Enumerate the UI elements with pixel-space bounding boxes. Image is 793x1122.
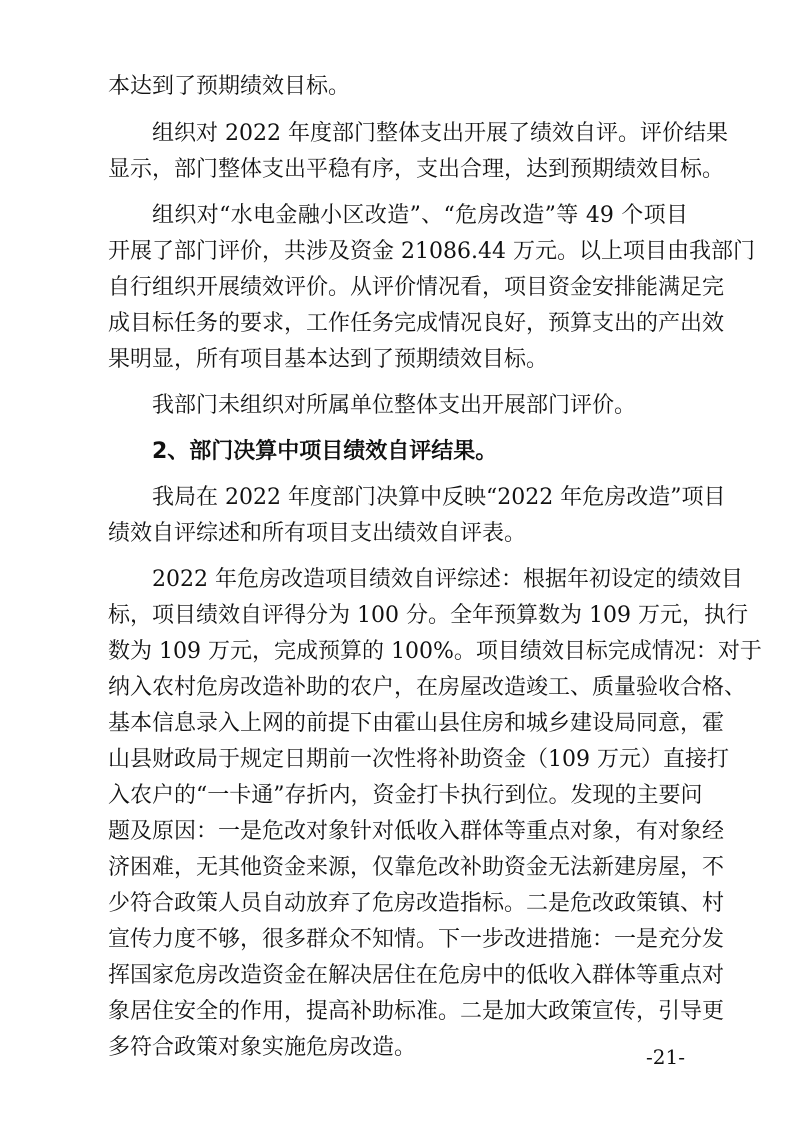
paragraph-line: 济困难，无其他资金来源，仅靠危改补助资金无法新建房屋，不 bbox=[108, 855, 725, 880]
paragraph-line: 山县财政局于规定日期前一次性将补助资金（109 万元）直接打 bbox=[108, 747, 729, 772]
paragraph-line: 显示，部门整体支出平稳有序，支出合理，达到预期绩效目标。 bbox=[108, 157, 725, 182]
paragraph-line: 2022 年危房改造项目绩效自评综述：根据年初设定的绩效目 bbox=[152, 567, 743, 592]
paragraph-line: 象居住安全的作用，提高补助标准。二是加大政策宣传，引导更 bbox=[108, 999, 725, 1024]
paragraph-line: 纳入农村危房改造补助的农户，在房屋改造竣工、质量验收合格、 bbox=[108, 675, 747, 700]
paragraph-line: 多符合政策对象实施危房改造。 bbox=[108, 1035, 417, 1060]
paragraph-line: 成目标任务的要求，工作任务完成情况良好，预算支出的产出效 bbox=[108, 311, 725, 336]
paragraph-line: 开展了部门评价，共涉及资金 21086.44 万元。以上项目由我部门 bbox=[108, 239, 755, 264]
paragraph-line: 标，项目绩效自评得分为 100 分。全年预算数为 109 万元，执行 bbox=[108, 603, 748, 628]
paragraph-line: 宣传力度不够，很多群众不知情。下一步改进措施：一是充分发 bbox=[108, 927, 725, 952]
paragraph-line: 挥国家危房改造资金在解决居住在危房中的低收入群体等重点对 bbox=[108, 963, 725, 988]
paragraph-line: 组织对 2022 年度部门整体支出开展了绩效自评。评价结果 bbox=[152, 121, 728, 146]
paragraph-line: 数为 109 万元，完成预算的 100%。项目绩效目标完成情况：对于 bbox=[108, 639, 762, 664]
paragraph-line: 本达到了预期绩效目标。 bbox=[108, 74, 351, 99]
paragraph-line: 组织对“水电金融小区改造”、“危房改造”等 49 个项目 bbox=[152, 203, 688, 228]
paragraph-line: 绩效自评综述和所有项目支出绩效自评表。 bbox=[108, 521, 527, 546]
paragraph-line: 基本信息录入上网的前提下由霍山县住房和城乡建设局同意，霍 bbox=[108, 711, 725, 736]
paragraph-line: 自行组织开展绩效评价。从评价情况看，项目资金安排能满足完 bbox=[108, 275, 725, 300]
paragraph-line: 我部门未组织对所属单位整体支出开展部门评价。 bbox=[152, 393, 637, 418]
paragraph-line: 题及原因：一是危改对象针对低收入群体等重点对象，有对象经 bbox=[108, 819, 725, 844]
section-heading: 2、部门决算中项目绩效自评结果。 bbox=[152, 439, 498, 464]
paragraph-line: 果明显，所有项目基本达到了预期绩效目标。 bbox=[108, 347, 549, 372]
paragraph-line: 入农户的“一卡通”存折内，资金打卡执行到位。发现的主要问 bbox=[108, 783, 703, 808]
paragraph-line: 我局在 2022 年度部门决算中反映“2022 年危房改造”项目 bbox=[152, 485, 726, 510]
page-number: -21- bbox=[646, 1045, 685, 1069]
paragraph-line: 少符合政策人员自动放弃了危房改造指标。二是危改政策镇、村 bbox=[108, 891, 725, 916]
